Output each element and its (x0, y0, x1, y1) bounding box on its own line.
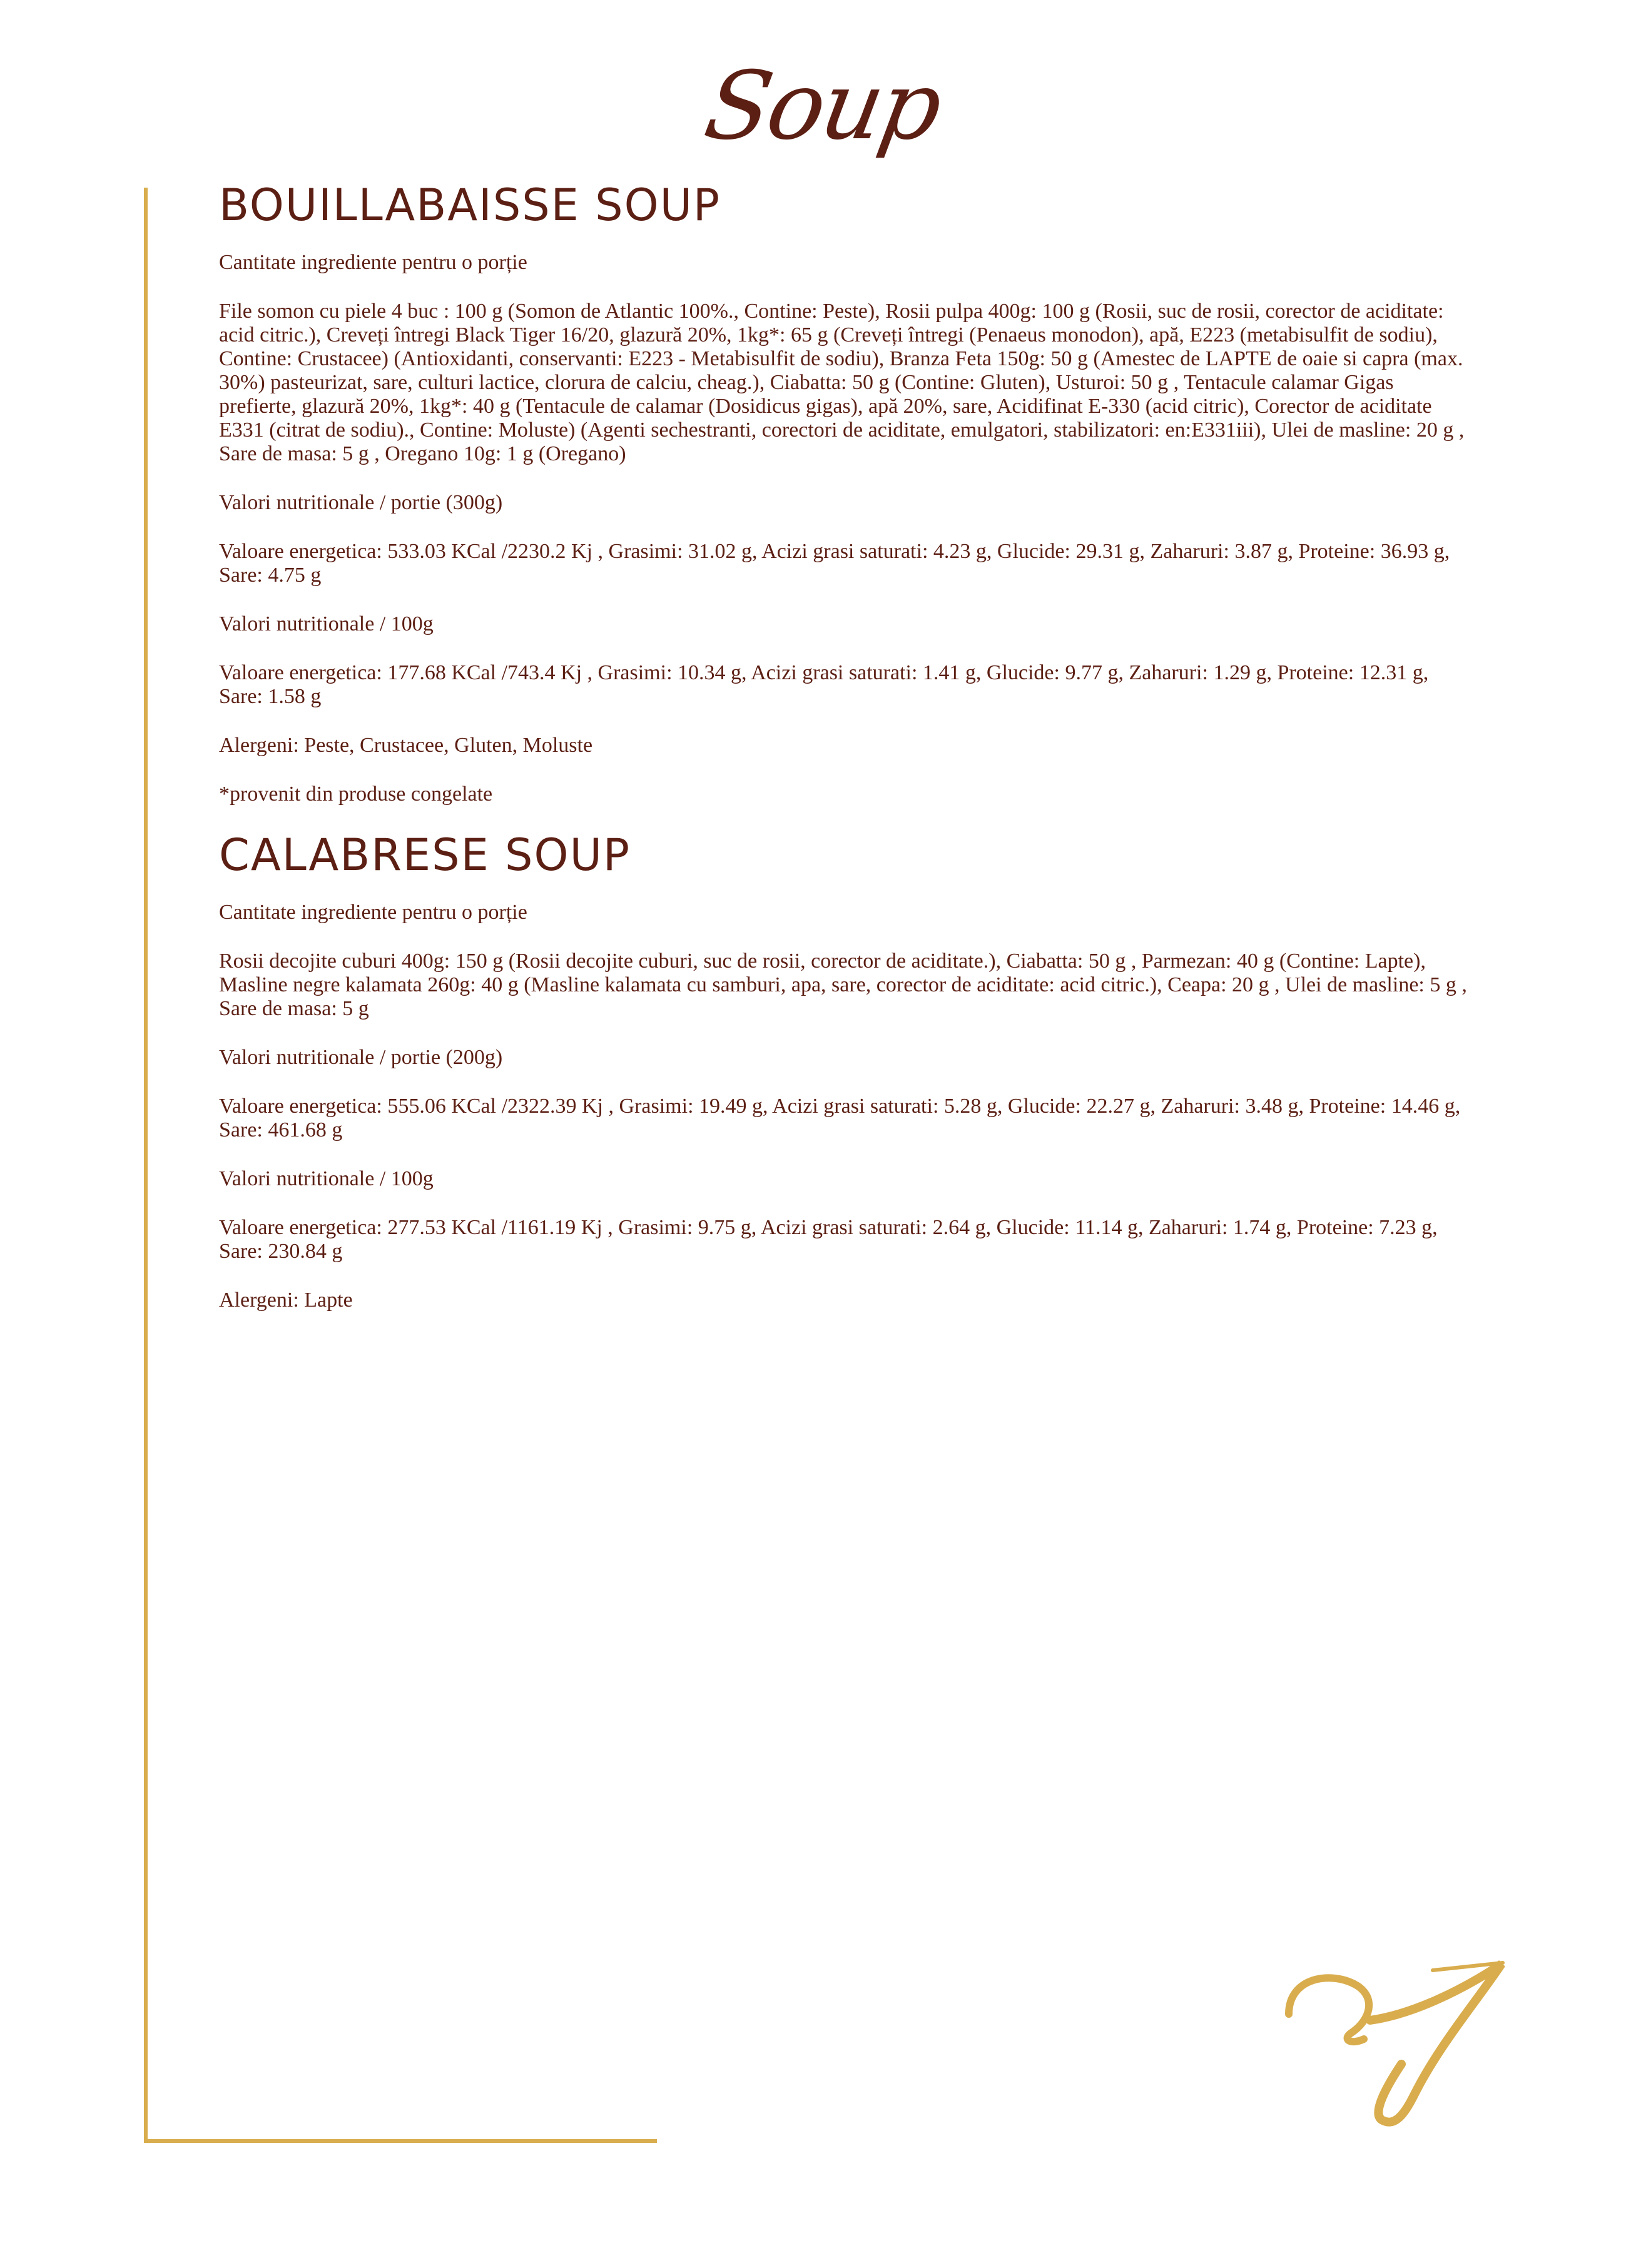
recipe-calabrese (219, 831, 1470, 1312)
portion-nutrition-values: Valoare energetica: 555.06 KCal /2322.39 Kj , Grasimi: 19.49 g, Acizi grasi saturati: 5.28 g, Glucide: 22.27 g, Zaharuri: 3.48 g, Proteine: 14.46 g, Sare: 461.68 g (219, 1095, 1461, 1142)
frame-horizontal-line (144, 2139, 657, 2143)
per100-nutrition-values: Valoare energetica: 177.68 KCal /743.4 Kj , Grasimi: 10.34 g, Acizi grasi saturati: 1.41 g, Glucide: 9.77 g, Zaharuri: 1.29 g, Proteine: 12.31 g, Sare: 1.58 g (219, 661, 1429, 708)
per100-nutrition-label: Valori nutritionale / 100g (219, 1167, 434, 1190)
recipe-bouillabaisse (219, 181, 1470, 806)
ingredients-text: Rosii decojite cuburi 400g: 150 g (Rosii decojite cuburi, suc de rosii, corector de aciditate.), Ciabatta: 50 g , Parmezan: 40 g (Contine: Lapte), Masline negre kalamata 260g: 40 g (Masline kalamata cu samburi, apa, sare, corector de aciditate: acid citric.), Ceapa: 20 g , Ulei de masline: 5 g , Sare de masa: 5 g (219, 949, 1467, 1020)
portion-nutrition-label: Valori nutritionale / portie (200g) (219, 1046, 503, 1069)
recipe-title: BOUILLABAISSE SOUP (219, 180, 721, 231)
recipe-title: CALABRESE SOUP (219, 829, 631, 881)
per100-nutrition-label: Valori nutritionale / 100g (219, 612, 434, 635)
frozen-note: *provenit din produse congelate (219, 782, 493, 806)
recipe-subtitle: Cantitate ingrediente pentru o porție (219, 901, 527, 924)
portion-nutrition-values: Valoare energetica: 533.03 KCal /2230.2 Kj , Grasimi: 31.02 g, Acizi grasi saturati: 4.23 g, Glucide: 29.31 g, Zaharuri: 3.87 g, Proteine: 36.93 g, Sare: 4.75 g (219, 540, 1450, 587)
recipe-subtitle: Cantitate ingrediente pentru o porție (219, 251, 527, 274)
page-category-title: Soup (697, 52, 948, 161)
menu-content (219, 181, 1470, 1337)
ingredients-text: File somon cu piele 4 buc : 100 g (Somon de Atlantic 100%., Contine: Peste), Rosii pulpa 400g: 100 g (Rosii, suc de rosii, corector de aciditate: acid citric.), Creveți întregi Black Tiger 16/20, glazură 20%, 1kg*: 65 g (Creveți întregi (Penaeus monodon), apă, E223 (metabisulfit de sodiu), Contine: Crustacee) (Antioxidanti, conservanti: E223 - Metabisulfit de sodiu), Branza Feta 150g: 50 g (Amestec de LAPTE de oaie si capra (max. 30%) pasteurizat, sare, culturi lactice, clorura de calciu, cheag.), Ciabatta: 50 g (Contine: Gluten), Usturoi: 50 g , Tentacule calamar Gigas prefierte, glazură 20%, 1kg*: 40 g (Tentacule de calamar (Dosidicus gigas), apă 20%, sare, Acidifinat E-330 (acid citric), Corector de aciditate E331 (citrat de sodiu)., Contine: Moluste) (Agenti sechestranti, corectori de aciditate, emulgatori, stabilizatori: en:E331iii), Ulei de masline: 20 g , Sare de masa: 5 g , Oregano 10g: 1 g (Oregano) (219, 300, 1465, 465)
allergens-text: Alergeni: Lapte (219, 1288, 353, 1312)
allergens-text: Alergeni: Peste, Crustacee, Gluten, Moluste (219, 734, 593, 757)
portion-nutrition-label: Valori nutritionale / portie (300g) (219, 491, 503, 514)
frame-vertical-line (144, 188, 148, 2143)
per100-nutrition-values: Valoare energetica: 277.53 KCal /1161.19 Kj , Grasimi: 9.75 g, Acizi grasi saturati: 2.64 g, Glucide: 11.14 g, Zaharuri: 1.74 g, Proteine: 7.23 g, Sare: 230.84 g (219, 1216, 1438, 1263)
gold-flourish-icon (1276, 1952, 1514, 2133)
